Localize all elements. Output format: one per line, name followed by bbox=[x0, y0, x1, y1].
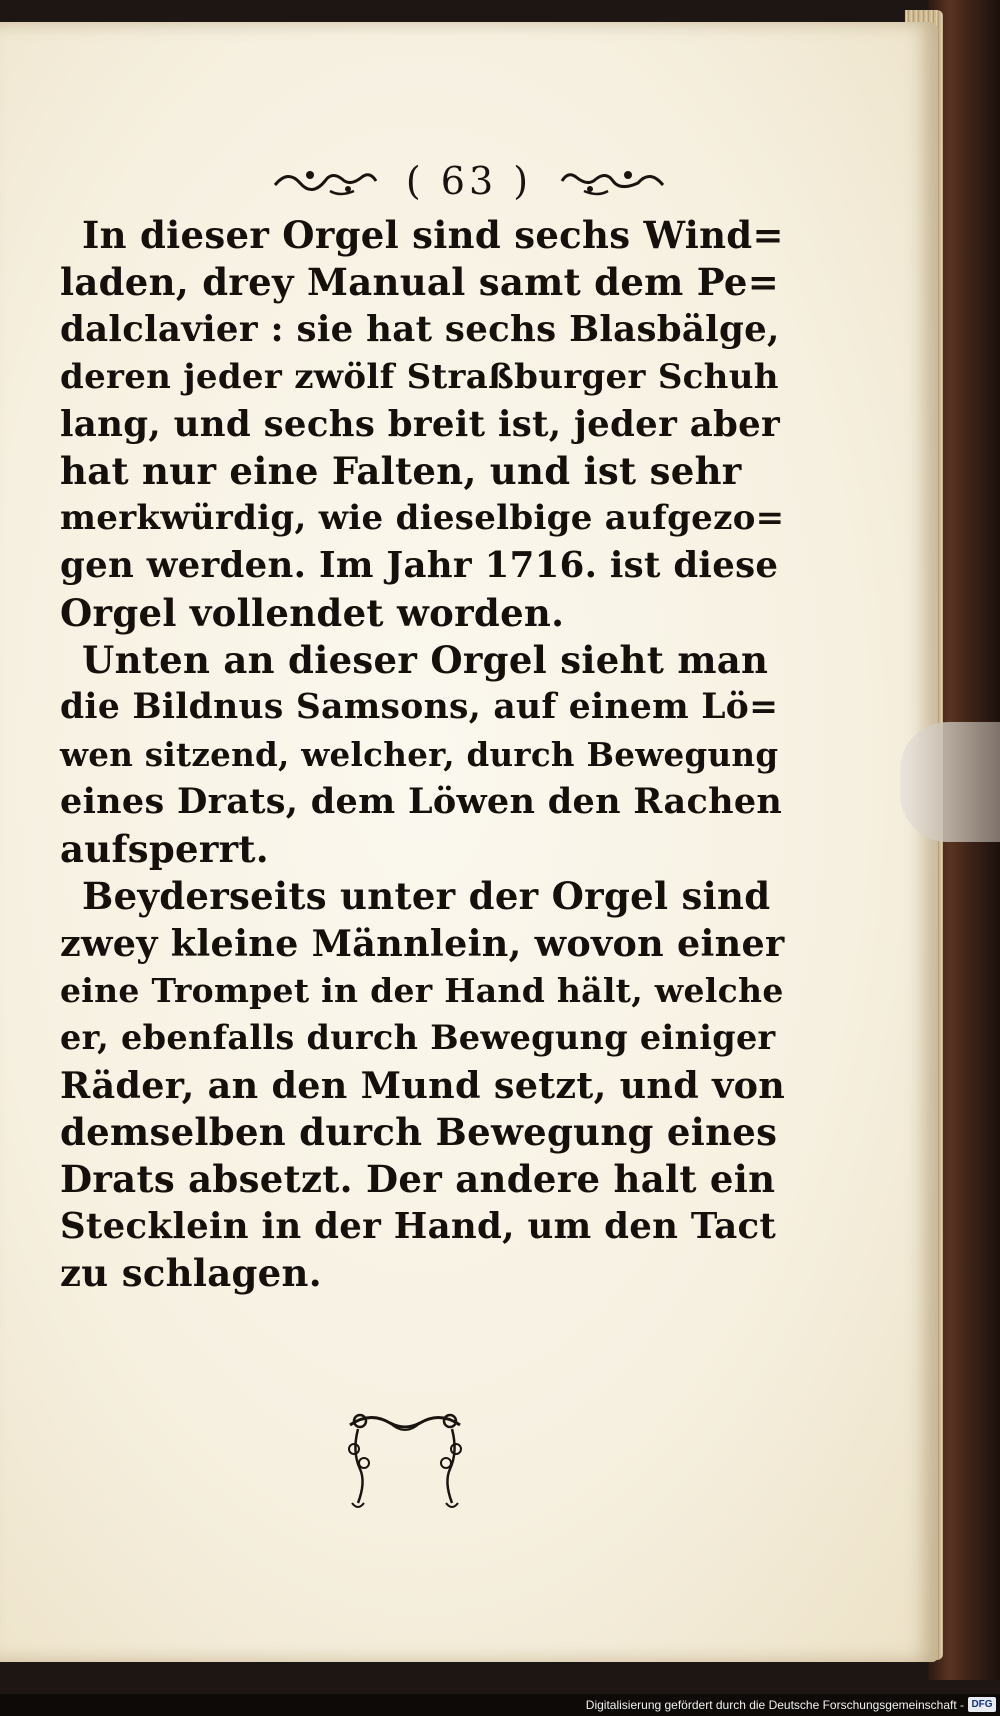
text-line: In dieser Orgel sind sechs Wind= bbox=[82, 213, 784, 257]
text-line: Räder, an den Mund setzt, und von bbox=[60, 1063, 786, 1107]
left-ornament-icon bbox=[270, 161, 380, 201]
text-line: demselben durch Bewegung eines bbox=[60, 1109, 778, 1154]
page-header bbox=[0, 156, 938, 206]
dfg-logo-icon: DFG bbox=[968, 1697, 996, 1712]
text-line: merkwürdig, wie dieselbige aufgezo= bbox=[60, 498, 785, 539]
text-line: lang, und sechs breit ist, jeder aber bbox=[60, 403, 781, 445]
text-line: die Bildnus Samsons, auf einem Lö= bbox=[60, 687, 779, 728]
right-ornament-icon bbox=[558, 161, 668, 201]
floral-vignette-icon bbox=[330, 1407, 480, 1517]
text-line: Unten an dieser Orgel sieht man bbox=[82, 637, 769, 682]
text-line: eines Drats, dem Löwen den Rachen bbox=[60, 781, 783, 823]
text-line: hat nur eine Falten, und ist sehr bbox=[60, 449, 742, 494]
text-line: Drats absetzt. Der andere halt ein bbox=[60, 1157, 776, 1202]
text-line: deren jeder zwölf Straßburger Schuh bbox=[60, 356, 779, 397]
text-line: laden, drey Manual samt dem Pe= bbox=[60, 260, 780, 305]
page-body-text bbox=[60, 212, 785, 1298]
paragraph bbox=[60, 212, 785, 637]
text-line: zu schlagen. bbox=[60, 1251, 322, 1296]
text-line: er, ebenfalls durch Bewegung einiger bbox=[60, 1018, 776, 1058]
text-line: aufsperrt. bbox=[60, 826, 269, 871]
text-line: zwey kleine Männlein, wovon einer bbox=[60, 922, 785, 966]
text-line: wen sitzend, welcher, durch Bewegung bbox=[60, 735, 779, 775]
book-page bbox=[0, 22, 938, 1662]
paragraph bbox=[60, 873, 785, 1298]
text-line: Stecklein in der Hand, um den Tact bbox=[60, 1206, 777, 1248]
text-line: Beyderseits unter der Orgel sind bbox=[82, 873, 771, 918]
text-line: Orgel vollendet worden. bbox=[60, 590, 565, 635]
footer-credit: Digitalisierung gefördert durch die Deutsche Forschungsgemeinschaft - bbox=[585, 1698, 964, 1712]
page-holder-clip bbox=[900, 722, 1000, 842]
page-number: ( 63 ) bbox=[405, 159, 533, 203]
paragraph bbox=[60, 637, 785, 873]
text-line: dalclavier : sie hat sechs Blasbälge, bbox=[60, 309, 780, 351]
text-line: gen werden. Im Jahr 1716. ist diese bbox=[60, 545, 779, 587]
text-line: eine Trompet in der Hand hält, welche bbox=[60, 971, 784, 1011]
